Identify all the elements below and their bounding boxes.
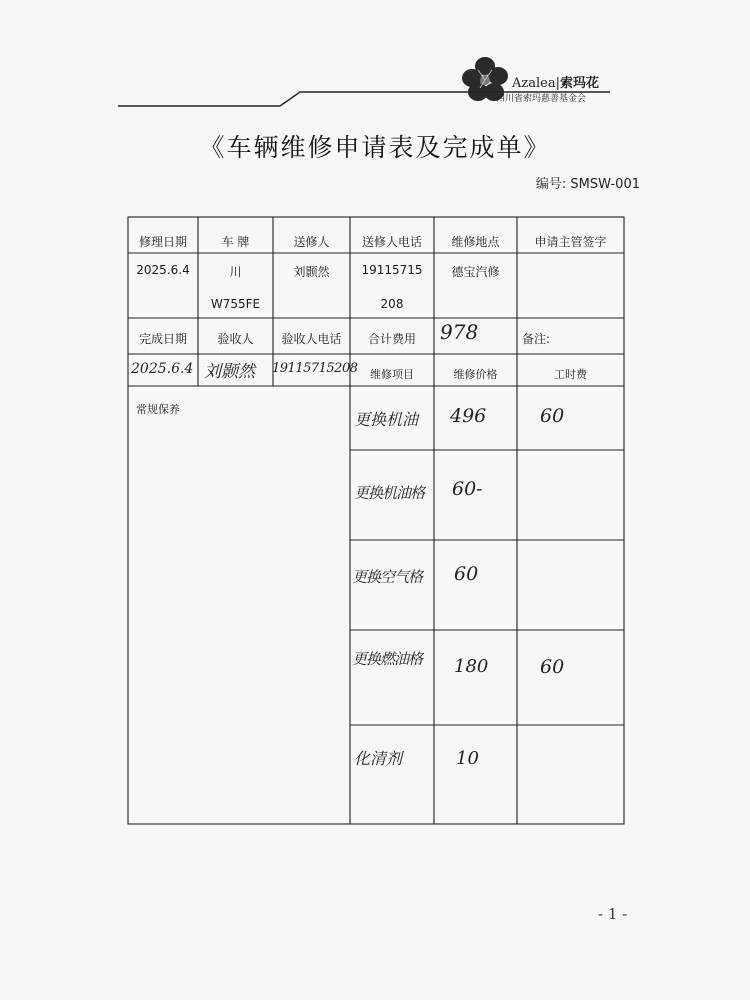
header-plate: 车 牌 — [221, 235, 250, 249]
page-number: - 1 - — [598, 905, 628, 923]
item-price: 10 — [456, 748, 479, 769]
item-price: 496 — [450, 405, 487, 427]
logo-org-name: 四川省索玛慈善基金会 — [496, 94, 587, 104]
labor-header: 工时费 — [554, 368, 587, 381]
item-price: 60 — [454, 563, 479, 585]
header-location: 维修地点 — [451, 235, 500, 249]
logo-wordmark: Azalea|索玛花 — [510, 72, 601, 91]
complete-date-handwritten: 2025.6.4 — [131, 361, 194, 377]
sender-phone-line2: 208 — [380, 297, 404, 311]
sender-phone-line1: 19115715 — [361, 263, 423, 277]
header-sender: 送修人 — [293, 235, 330, 249]
item-price: 60- — [452, 478, 483, 500]
header-inspector-phone: 验收人电话 — [281, 332, 342, 346]
item-name: 更换空气格 — [352, 568, 423, 586]
inspector-handwritten: 刘颢然 — [204, 362, 255, 382]
item-name: 更换燃油格 — [352, 650, 423, 668]
item-labor: 60 — [540, 656, 565, 678]
item-name: 化清剂 — [354, 749, 403, 768]
item-name: 更换机油格 — [354, 484, 425, 502]
header-sender-phone: 送修人电话 — [361, 235, 422, 249]
inspector-phone-handwritten: 19115715208 — [272, 361, 358, 376]
repair-date-value: 2025.6.4 — [136, 263, 190, 277]
items-header: 维修项目 — [370, 368, 414, 381]
header-complete-date: 完成日期 — [138, 332, 187, 346]
plate-value-line1: 川 — [229, 265, 242, 279]
document-number: 编号: SMSW-001 — [535, 177, 640, 192]
sender-value: 刘颢然 — [293, 265, 330, 279]
location-value: 德宝汽修 — [451, 265, 500, 279]
item-labor: 60 — [540, 405, 565, 427]
form-title: 《车辆维修申请表及完成单》 — [199, 133, 551, 162]
header-supervisor: 申请主管签字 — [534, 235, 607, 249]
service-description: 常规保养 — [136, 403, 180, 416]
item-price: 180 — [454, 656, 489, 677]
header-repair-date: 修理日期 — [138, 235, 187, 249]
plate-value-line2: W755FE — [210, 297, 261, 311]
header-inspector: 验收人 — [217, 332, 254, 346]
header-total: 合计费用 — [367, 332, 416, 346]
total-value-handwritten: 978 — [440, 320, 479, 344]
price-header: 维修价格 — [453, 368, 498, 381]
item-name: 更换机油 — [354, 410, 419, 429]
header-remarks: 备注: — [522, 332, 551, 346]
